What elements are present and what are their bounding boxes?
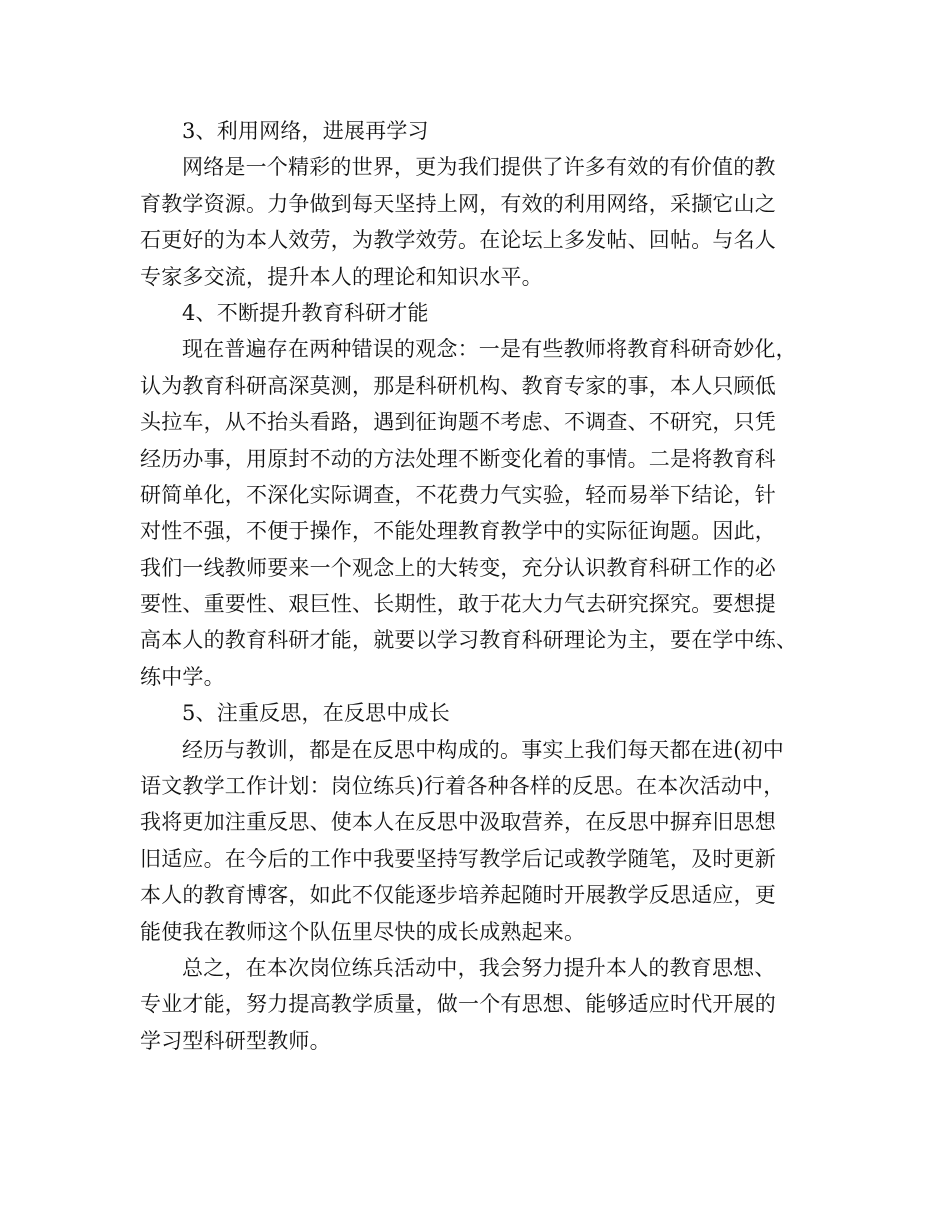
heading-4: 4、不断提升教育科研才能 (182, 300, 429, 325)
paragraph-line: 网络是一个精彩的世界，更为我们提供了许多有效的有价值的教 (182, 155, 776, 180)
paragraph-line: 要性、重要性、艰巨性、长期性，敢于花大力气去研究探究。要想提 (140, 592, 776, 617)
paragraph-line: 经历办事，用原封不动的方法处理不断变化着的事情。二是将教育科 (140, 446, 776, 471)
paragraph-line: 专家多交流，提升本人的理论和知识水平。 (140, 264, 543, 289)
paragraph-line: 研简单化，不深化实际调查，不花费力气实验，轻而易举下结论，针 (140, 482, 776, 507)
paragraph-line: 专业才能，努力提高教学质量，做一个有思想、能够适应时代开展的 (140, 992, 776, 1017)
paragraph-line: 经历与教训，都是在反思中构成的。事实上我们每天都在进(初中 (182, 737, 784, 762)
paragraph-line: 练中学。 (140, 664, 225, 689)
paragraph-line: 能使我在教师这个队伍里尽快的成长成熟起来。 (140, 919, 586, 944)
paragraph-line: 本人的教育博客，如此不仅能逐步培养起随时开展教学反思适应，更 (140, 883, 776, 908)
paragraph-line: 语文教学工作计划：岗位练兵)行着各种各样的反思。在本次活动中， (140, 774, 785, 799)
paragraph-line: 育教学资源。力争做到每天坚持上网，有效的利用网络，采撷它山之 (140, 191, 776, 216)
document-page (140, 113, 825, 1059)
paragraph-line: 我将更加注重反思、使本人在反思中汲取营养，在反思中摒弃旧思想 (140, 810, 776, 835)
paragraph-line: 总之，在本次岗位练兵活动中，我会努力提升本人的教育思想、 (182, 955, 776, 980)
paragraph-line: 旧适应。在今后的工作中我要坚持写教学后记或教学随笔，及时更新 (140, 846, 776, 871)
paragraph-line: 我们一线教师要来一个观念上的大转变，充分认识教育科研工作的必 (140, 555, 776, 580)
paragraph-line: 头拉车，从不抬头看路，遇到征询题不考虑、不调查、不研究，只凭 (140, 410, 776, 435)
paragraph-line: 对性不强，不便于操作，不能处理教育教学中的实际征询题。因此， (140, 519, 776, 544)
paragraph-line: 认为教育科研高深莫测，那是科研机构、教育专家的事，本人只顾低 (140, 373, 776, 398)
paragraph-line: 高本人的教育科研才能，就要以学习教育科研理论为主，要在学中练、 (140, 628, 798, 653)
paragraph-line: 现在普遍存在两种错误的观念：一是有些教师将教育科研奇妙化， (182, 337, 797, 362)
heading-3: 3、利用网络，进展再学习 (182, 119, 429, 143)
paragraph-line: 石更好的为本人效劳，为教学效劳。在论坛上多发帖、回帖。与名人 (140, 228, 776, 253)
heading-5: 5、注重反思，在反思中成长 (182, 701, 450, 726)
paragraph-line: 学习型科研型教师。 (140, 1028, 331, 1053)
